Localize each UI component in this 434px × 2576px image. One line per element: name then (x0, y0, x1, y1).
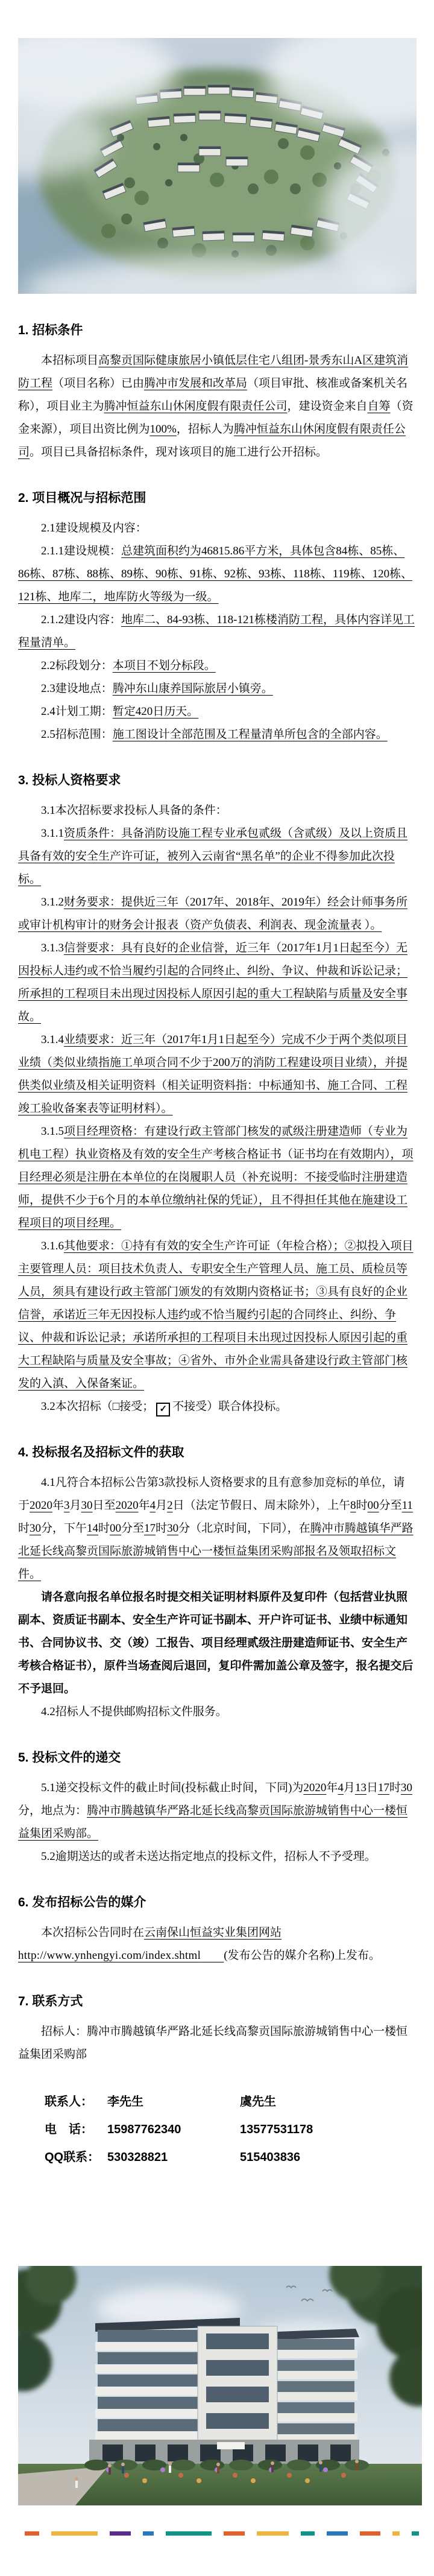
text-segment: http://www.ynhengyi.com/index.shtml (18, 1949, 201, 1962)
text-segment: 17 (377, 1781, 389, 1794)
text-segment (201, 1949, 224, 1962)
text-segment: 腾冲恒益东山休闲度假有限责任公司 (104, 400, 288, 413)
divider-dash (166, 2531, 212, 2536)
paragraph (18, 1777, 416, 1845)
divider-dash (360, 2531, 380, 2536)
paragraph (18, 609, 416, 655)
paragraph (18, 723, 416, 746)
text-segment: （项目审批、核准或备案机关名称），项目业主为 (18, 377, 408, 413)
text-segment: 30 (81, 1499, 93, 1512)
paragraph (18, 1471, 416, 1586)
text-segment: 4 (338, 1781, 344, 1794)
text-segment: 财务要求：提供近三年（2017年、2018年、2019年）经会计师事务所或审计机构审计的财务会计报表（资产负债表、利润表、现金流量表 ）。 (18, 896, 408, 931)
text-segment: 时 (156, 1522, 168, 1535)
text-segment: 11 (401, 1499, 413, 1512)
paragraph (18, 700, 416, 723)
text-segment: 日至 (92, 1499, 116, 1512)
text-segment: 日 (366, 1781, 378, 1794)
contact-value: 李先生 (107, 2095, 143, 2108)
text-segment: 不接受）联合体投标。 (172, 1400, 288, 1413)
contact-label: QQ联系： (45, 2151, 100, 2164)
section-heading: 1. 招标条件 (18, 323, 83, 337)
text-segment: 时 (98, 1522, 110, 1535)
document-body (18, 294, 416, 2256)
text-segment: 分至 (121, 1522, 145, 1535)
section-heading: 2. 项目概况与招标范围 (18, 491, 146, 505)
text-segment: 00 (110, 1522, 122, 1535)
text-segment: 资质条件：具备消防设施工程专业承包贰级（含贰级）及以上资质且具备有效的安全生产许可证，被列入云南省“黑名单”的企业不得参加此次投标。 (18, 827, 408, 886)
text-segment: 分，下午 (41, 1522, 87, 1535)
text-segment: 高黎贡国际健康旅居小镇低层住宅八组团-景秀东山A区建筑消防工程 (18, 354, 409, 390)
paragraph (18, 891, 416, 937)
text-segment: （资金来源），项目出资比例为 (18, 400, 414, 436)
text-segment: 分（北京时间，下同），在 (178, 1522, 310, 1535)
paragraph (18, 822, 416, 891)
divider-dash (143, 2531, 154, 2536)
text-segment: ，招标人为 (176, 423, 234, 436)
text-segment: 云南保山恒益实业集团网站 (144, 1926, 282, 1939)
text-segment: 8 (350, 1499, 356, 1512)
text-segment: 。项目已具备招标条件，现对该项目的施工进行公开招标。 (30, 446, 328, 458)
text-segment: 时 (389, 1781, 401, 1794)
section-heading: 4. 投标报名及招标文件的获取 (18, 1445, 184, 1459)
text-segment: 3.1.3 (41, 942, 64, 954)
divider-dash (51, 2531, 98, 2536)
paragraph (18, 677, 416, 700)
paragraph (18, 349, 416, 464)
text-segment: 腾冲市腾越镇华严路北延长线高黎贡国际旅游城销售中心一楼恒益集团采购部。 (18, 1804, 408, 1840)
text-segment: 月 (156, 1499, 168, 1512)
text-segment: ，建设资金来自 (287, 400, 368, 413)
text-segment: 2.2标段划分： (41, 659, 113, 672)
text-segment: 30 (30, 1522, 42, 1535)
contact-value: 虞先生 (240, 2095, 276, 2108)
text-segment: 地库二、84-93栋、118-121栋楼消防工程，具体内容详见工程量清单。 (18, 614, 415, 649)
text-segment: 14 (87, 1522, 99, 1535)
paragraph (18, 655, 416, 677)
paragraph (18, 1120, 416, 1235)
contact-value: 15987762340 (107, 2123, 181, 2136)
paragraph (18, 540, 416, 609)
text-segment: 2.5招标范围： (41, 728, 113, 741)
contact-value: 530328821 (107, 2151, 168, 2164)
contact-row (45, 2143, 416, 2171)
divider-dash (257, 2531, 289, 2536)
paragraph (18, 1395, 416, 1418)
section-heading: 5. 投标文件的递交 (18, 1751, 121, 1765)
text-segment: 施工图设计全部范围及工程量清单所包含的全部内容。 (112, 728, 388, 741)
text-segment: 自筹 (367, 400, 391, 413)
text-segment: 3 (64, 1499, 70, 1512)
building-street-rendering-image (18, 2266, 422, 2505)
text-segment: 4.2招标人不提供邮购招标文件服务。 (41, 1705, 227, 1718)
color-dash-divider (25, 2531, 431, 2536)
text-segment: 2.1.1建设规模： (41, 545, 122, 557)
text-segment: 腾冲恒益东山休闲度假有限责任公司 (18, 423, 406, 458)
text-segment: 3.1.4 (41, 1033, 64, 1046)
text-segment: 年 (326, 1781, 338, 1794)
text-segment: 日（法定节假日、周末除外），上午 (172, 1499, 351, 1512)
paragraph (18, 1235, 416, 1395)
text-segment: 本次招标公告同时在 (41, 1926, 145, 1939)
text-segment: 2 (167, 1499, 173, 1512)
contact-label: 电 话： (45, 2123, 93, 2136)
text-segment: 暂定420日历天。 (112, 705, 199, 718)
text-segment: 2020 (303, 1781, 327, 1794)
text-segment: 3.2本次招标（□接受； (41, 1400, 154, 1413)
text-segment: 月 (69, 1499, 81, 1512)
aerial-site-rendering-image (18, 38, 417, 294)
text-segment: 3.1.2 (41, 896, 64, 909)
text-segment: 2020 (30, 1499, 53, 1512)
text-segment: 年 (138, 1499, 150, 1512)
divider-dash (392, 2531, 400, 2536)
text-segment: 腾冲市发展和改革局 (144, 377, 248, 390)
text-segment: 2020 (115, 1499, 139, 1512)
paragraph (18, 1701, 416, 1724)
divider-dash (110, 2531, 131, 2536)
text-segment: 17 (144, 1522, 156, 1535)
aerial-site-rendering-graphic (18, 38, 417, 294)
text-segment: （项目名称）已由 (52, 377, 145, 390)
text-segment: 00 (367, 1499, 379, 1512)
text-segment: 3.1.5 (41, 1125, 64, 1138)
paragraph (18, 517, 416, 540)
divider-dash (327, 2531, 348, 2536)
text-segment: 100% (149, 423, 177, 436)
text-segment: 腾冲东山康养国际旅居小镇旁。 (112, 682, 273, 695)
text-segment: 3.1.1 (41, 827, 64, 840)
divider-dash (301, 2531, 315, 2536)
section-heading: 7. 联系方式 (18, 1994, 83, 2008)
text-segment: 5.2逾期送达的或者未送达指定地点的投标文件，招标人不予受理。 (41, 1850, 376, 1863)
text-segment: 时 (18, 1522, 30, 1535)
text-segment: 业绩要求：近三年（2017年1月1日起至今）完成不少于两个类似项目业绩（类似业绩指施工单项合同不少于200万的消防工程建设项目业绩），并提供类似业绩及相关证明资料（相关证明资料指：中标通知书、施工合同、工程竣工验收备案表等证明材料）。 (18, 1033, 408, 1115)
contact-value: 13577531178 (240, 2123, 313, 2136)
text-segment: 2.4计划工期： (41, 705, 113, 718)
checked-checkbox: ✓ (156, 1403, 170, 1416)
text-segment: 3.1本次招标要求投标人具备的条件： (41, 804, 227, 817)
text-segment: 本项目不划分标段。 (112, 659, 216, 672)
divider-dash (25, 2531, 39, 2536)
text-segment: 分至 (379, 1499, 402, 1512)
text-segment: 4 (149, 1499, 156, 1512)
text-segment: (发布公告的媒介名称)上发布。 (224, 1949, 380, 1962)
divider-dash (412, 2531, 419, 2536)
text-segment: 13 (354, 1781, 366, 1794)
text-segment: 分，地点为： (18, 1804, 87, 1817)
text-segment: 招标人：腾冲市腾越镇华严路北延长线高黎贡国际旅游城销售中心一楼恒益集团采购部 (18, 2025, 408, 2061)
text-segment: 总建筑面积约为46815.86平方米，具体包含84栋、85栋、86栋、87栋、88栋、89栋、90栋、91栋、92栋、93栋、118栋、119栋、120栋、121栋、地库二，地库防火等级为一级。 (18, 545, 413, 603)
contact-block (18, 2088, 416, 2171)
text-segment: 其他要求：①持有有效的安全生产许可证（年检合格）；②拟投入项目主要管理人员：项目技术负责人、专职安全生产管理人员、施工员、质检员等人员，须具有建设行政主管部门颁发的有效期内资格证书；③具有良好的企业信誉，承诺近三年无因投标人违约或不恰当履约引起的合同终止、纠纷、争议、仲裁和诉讼记录；承诺所承担的工程项目未出现过因投标人原因引起的重大工程缺陷与质量及安全事故；④省外、市外企业需具备建设行政主管部门核发的入滇、入保备案证。 (18, 1240, 414, 1390)
text-segment: 项目经理资格：有建设行政主管部门核发的贰级注册建造师（专业为机电工程）执业资格及有效的安全生产考核合格证书（证书均在有效期内），项目经理必须是注册在本单位的在岗履职人员（补充说明：不接受临时注册建造师，提供不少于6个月的本单位缴纳社保的凭证），且不得担任其他在施建设工程项目的项目经理。 (18, 1125, 414, 1229)
section-heading: 6. 发布招标公告的媒介 (18, 1896, 146, 1909)
contact-row (45, 2116, 416, 2143)
text-segment: 2.1.2建设内容： (41, 614, 122, 626)
paragraph (18, 1586, 416, 1701)
building-street-rendering-graphic (18, 2266, 422, 2505)
text-segment: 本招标项目 (41, 354, 99, 367)
contact-label: 联系人： (45, 2095, 93, 2108)
text-segment: 请各意向报名单位报名时提交相关证明材料原件及复印件（包括营业执照副本、资质证书副本、安全生产许可证书副本、开户许可证书、业绩中标通知书、合同协议书、交（竣）工报告、项目经理贰级注册建造师证书、安全生产考核合格证书），原件当场查阅后退回，复印件需加盖公章及签字，报名提交后不予退回。 (18, 1591, 414, 1695)
text-segment: 30 (400, 1781, 412, 1794)
paragraph (18, 799, 416, 822)
text-segment: 时 (356, 1499, 368, 1512)
text-segment: 5.1递交投标文件的截止时间(投标截止时间，下同)为 (41, 1781, 304, 1794)
text-segment: 30 (167, 1522, 179, 1535)
text-segment: 信誉要求：具有良好的企业信誉，近三年（2017年1月1日起至今）无因投标人违约或不恰当履约引起的合同终止、纠纷、争议、仲裁和诉讼记录；所承担的工程项目未出现过因投标人原因引起的重大工程缺陷与质量及安全事故。 (18, 942, 408, 1023)
paragraph (18, 1921, 416, 1967)
paragraph (18, 1845, 416, 1868)
paragraph (18, 1029, 416, 1120)
contact-row (45, 2088, 416, 2116)
divider-dash (224, 2531, 245, 2536)
text-segment: 年 (52, 1499, 64, 1512)
paragraph (18, 937, 416, 1029)
text-segment: 3.1.6 (41, 1240, 64, 1252)
text-segment: 2.1建设规模及内容： (41, 522, 147, 535)
text-segment: 月 (343, 1781, 355, 1794)
text-segment: 腾冲市腾越镇华严路北延长线高黎贡国际旅游城销售中心一楼恒益集团采购部报名及领取招标文件。 (18, 1522, 414, 1581)
paragraph (18, 2020, 416, 2066)
text-segment: 2.3建设地点： (41, 682, 113, 695)
text-segment: 4.1凡符合本招标公告第3款投标人资格要求的且有意参加竞标的单位，请于 (18, 1476, 405, 1512)
section-heading: 3. 投标人资格要求 (18, 773, 121, 787)
contact-value: 515403836 (240, 2151, 301, 2164)
